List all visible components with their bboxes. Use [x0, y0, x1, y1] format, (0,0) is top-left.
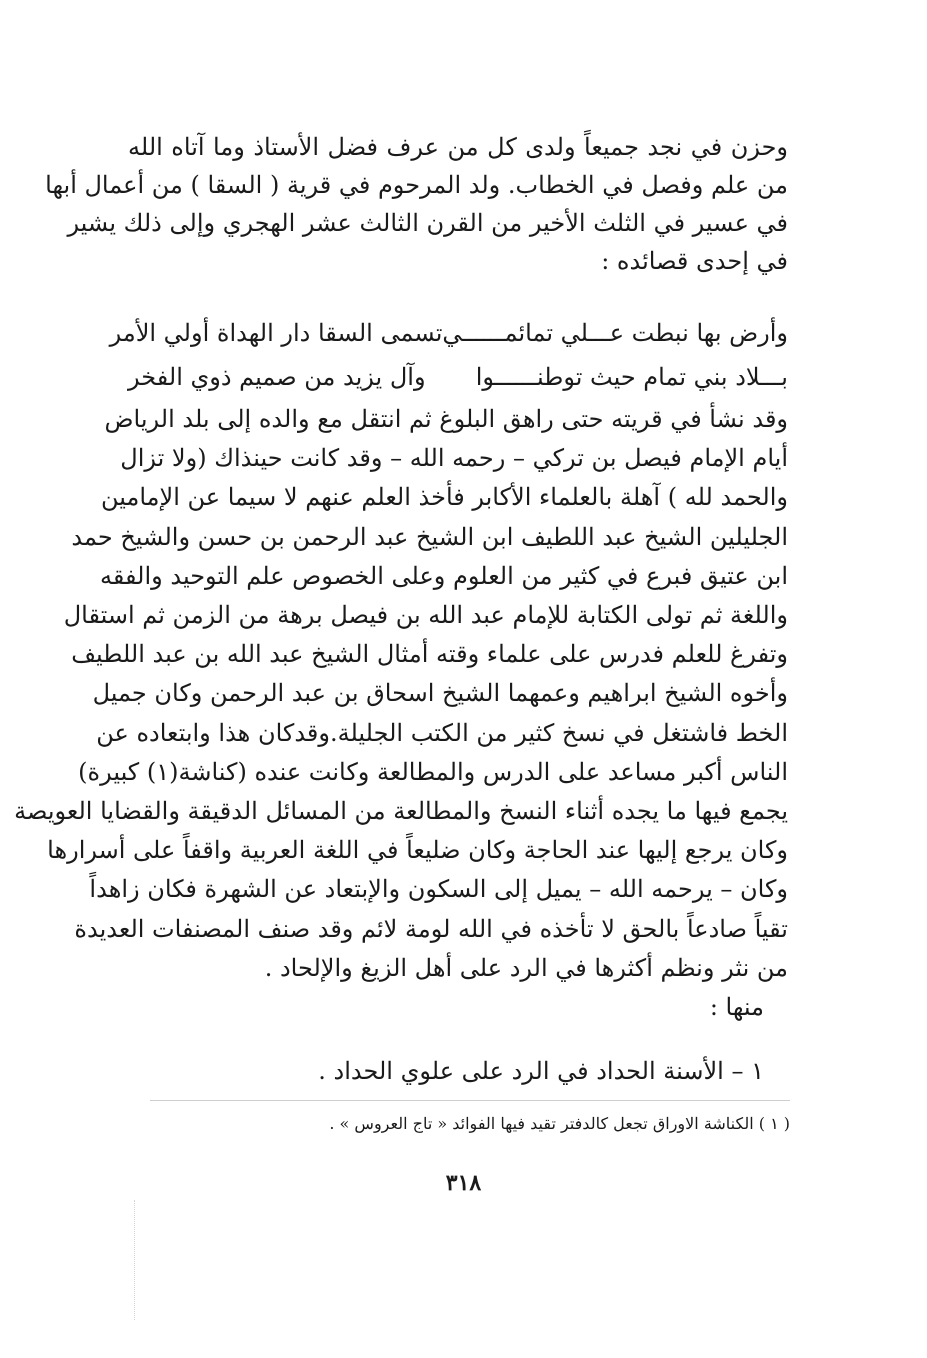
paragraph-intro: [45, 128, 788, 280]
footnote: ( ١ ) الكناشة الاوراق تجعل كالدفتر تقيد فيها الفوائد « تاج العروس » .: [329, 1114, 790, 1133]
text-line: وكان يرجع إليها عند الحاجة وكان ضليعاً في اللغة العربية واقفاً على أسرارها: [47, 836, 788, 865]
text-line: أيام الإمام فيصل بن تركي – رحمه الله – وقد كانت حينذاك (ولا تزال: [120, 444, 788, 473]
text-line: وكان – يرحمه الله – يميل إلى السكون والإبتعاد عن الشهرة فكان زاهداً: [89, 875, 788, 904]
verse-second-hemistich: تسمى السقا دار الهداة أولي الأمر: [109, 319, 443, 347]
verse-line: [109, 311, 788, 355]
text-line: واللغة ثم تولى الكتابة للإمام عبد الله بن فيصل برهة من الزمن ثم استقال: [63, 601, 788, 630]
text-line: في عسير في الثلث الأخير من القرن الثالث عشر الهجري وإلى ذلك يشير: [67, 209, 788, 237]
text-line: من علم وفصل في الخطاب. ولد المرحوم في قرية ( السقا ) من أعمال أبها: [45, 171, 788, 199]
text-line: الخط فاشتغل في نسخ كثير من الكتب الجليلة.وقدكان هذا وابتعاده عن: [96, 718, 788, 747]
text-line: والحمد لله ) آهلة بالعلماء الأكابر فأخذ العلم عنهم لا سيما عن الإمامين: [100, 483, 788, 512]
text-line: تقياً صادعاً بالحق لا تأخذه في الله لومة لائم وقد صنف المصنفات العديدة: [74, 914, 788, 943]
text-line: في إحدى قصائده :: [601, 247, 788, 275]
text-line: وتفرغ للعلم فدرس على علماء وقته أمثال الشيخ عبد الله بن عبد اللطيف: [71, 640, 788, 669]
paragraph-biography: [14, 400, 788, 1027]
verse-first-hemistich: وأرض بها نبطت عـــلي تمائمــــــي: [442, 319, 788, 347]
text-line: الناس أكبر مساعد على الدرس والمطالعة وكانت عنده (كناشة(١) كبيرة): [78, 757, 788, 786]
text-line: وحزن في نجد جميعاً ولدى كل من عرف فضل الأستاذ وما آتاه الله: [128, 133, 788, 161]
verse-first-hemistich: بـــلاد بني تمام حيث توطنــــــوا: [475, 363, 788, 391]
works-list: [128, 1052, 788, 1090]
text-line: الجليلين الشيخ عبد اللطيف ابن الشيخ عبد الرحمن بن حسن والشيخ حمد: [71, 522, 788, 551]
text-line: يجمع فيها ما يجده أثناء النسخ والمطالعة من المسائل الدقيقة والقضايا العويصة: [14, 797, 788, 826]
verse-second-hemistich: وآل يزيد من صميم ذوي الفخر: [128, 363, 426, 391]
poem-verses: [109, 311, 788, 399]
text-line: وقد نشأ في قريته حتى راهق البلوغ ثم انتقل مع والده إلى بلد الرياض: [104, 405, 788, 433]
text-line: من نثر ونظم أكثرها في الرد على أهل الزيغ والإلحاد .: [264, 953, 788, 982]
footnote-divider: [150, 1100, 790, 1101]
page-number: ٣١٨: [445, 1170, 482, 1196]
list-item: ١ – الأسنة الحداد في الرد على علوي الحداد .: [318, 1057, 764, 1085]
verse-line: [128, 355, 788, 399]
text-line: وأخوه الشيخ ابراهيم وعمهما الشيخ اسحاق بن عبد الرحمن وكان جميل: [92, 679, 788, 708]
text-line: منها :: [709, 993, 764, 1022]
text-line: ابن عتيق فبرع في كثير من العلوم وعلى الخصوص علم التوحيد والفقه: [100, 561, 788, 590]
scan-margin-mark: [134, 1200, 136, 1320]
